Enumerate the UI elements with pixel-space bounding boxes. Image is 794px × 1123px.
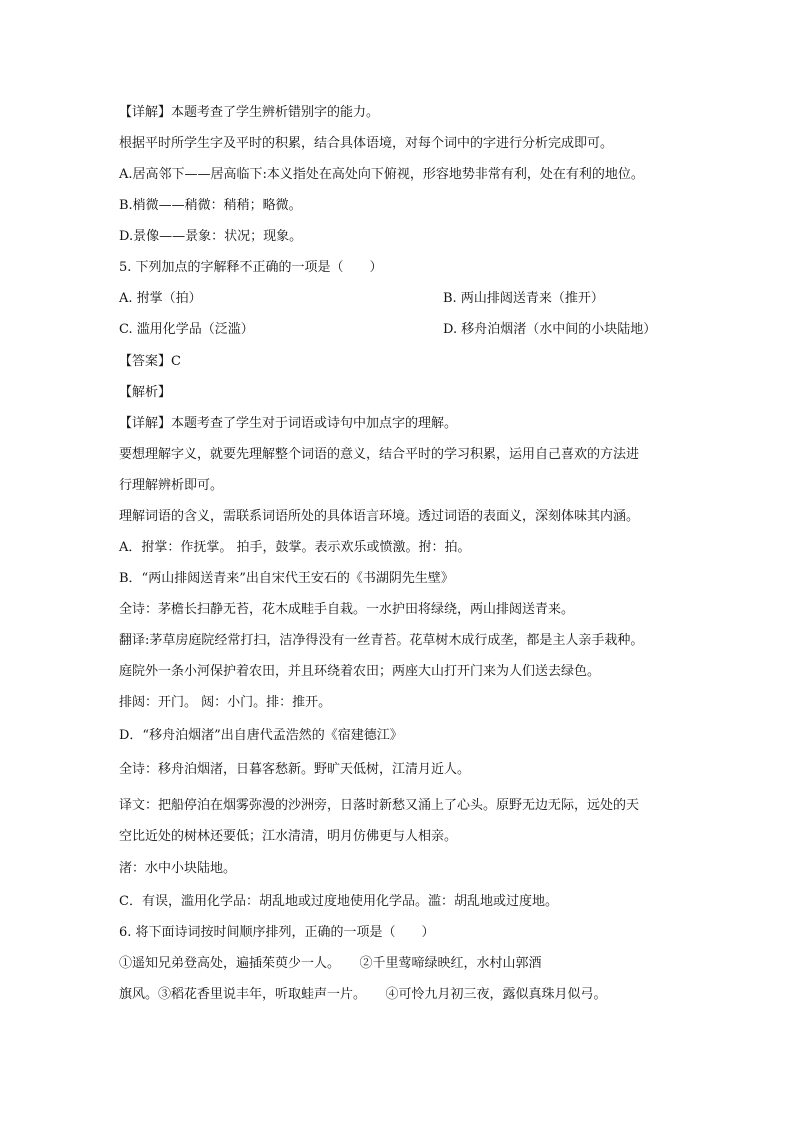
- option-d: D. 移舟泊烟渚（水中间的小块陆地）: [443, 322, 657, 337]
- text-line: 译文：把船停泊在烟雾弥漫的沙洲旁，日落时新愁又涌上了心头。原野无边无际，远处的天: [119, 798, 640, 813]
- detail-line-1: 【详解】本题考查了学生辨析错别字的能力。: [119, 105, 380, 120]
- text-line: 渚：水中小块陆地。: [119, 861, 237, 876]
- text-line: C．有误，滥用化学品：胡乱地或过度地使用化学品。滥：胡乱地或过度地。: [119, 894, 558, 909]
- text-line: B．“两山排闼送青来”出自宋代王安石的《书湖阴先生壁》: [119, 571, 454, 586]
- text-line: D．“移舟泊烟渚”出自唐代孟浩然的《宿建德江》: [119, 728, 403, 743]
- text-line: 旗风。③稻花香里说丰年，听取蛙声一片。 ④可怜九月初三夜，露似真珠月似弓。: [119, 987, 607, 1002]
- question-5: 5. 下列加点的字解释不正确的一项是（ ）: [119, 260, 383, 275]
- text-line: 庭院外一条小河保护着农田，并且环绕着农田；两座大山打开门来为人们送去绿色。: [119, 664, 601, 679]
- option-c: C. 滥用化学品（泛滥）: [119, 322, 254, 337]
- detail-line-2: 【详解】本题考查了学生对于词语或诗句中加点字的理解。: [119, 416, 458, 431]
- text-line: 行理解辨析即可。: [119, 478, 224, 493]
- text-line: 翻译:茅草房庭院经常打扫，洁净得没有一丝青苔。花草树木成行成垄，都是主人亲手栽种。: [119, 633, 644, 648]
- text-line: A.居高邻下——居高临下:本义指处在高处向下俯视，形容地势非常有利，处在有利的地位。: [119, 167, 644, 182]
- text-line: D.景像——景象：状况；现象。: [119, 229, 303, 244]
- text-line: 全诗：茅檐长扫静无苔，花木成畦手自栽。一水护田将绿绕，两山排闼送青来。: [119, 602, 575, 617]
- text-line: 根据平时所学生字及平时的积累，结合具体语境，对每个词中的字进行分析完成即可。: [119, 136, 614, 151]
- text-line: 排闼：开门。 闼：小门。排：推开。: [119, 695, 332, 710]
- question-6: 6. 将下面诗词按时间顺序排列，正确的一项是（ ）: [119, 925, 435, 940]
- text-line: 空比近处的树林还要低；江水清清，明月仿佛更与人相亲。: [119, 829, 458, 844]
- text-line: 要想理解字义，就要先理解整个词语的意义，结合平时的学习积累，运用自己喜欢的方法进: [119, 447, 640, 462]
- text-line: ①遥知兄弟登高处，遍插茱萸少一人。 ②千里莺啼绿映红，水村山郭酒: [119, 956, 542, 971]
- answer-label: 【答案】C: [119, 354, 181, 369]
- text-line: A．拊掌：作抚掌。 拍手，鼓掌。表示欢乐或愤激。拊：拍。: [119, 540, 471, 555]
- option-a: A. 拊掌（拍）: [119, 291, 202, 306]
- text-line: B.梢微——稍微：稍稍；略微。: [119, 198, 302, 213]
- text-line: 理解词语的含义，需联系词语所处的具体语言环境。透过词语的表面义，深刻体味其内涵。: [119, 509, 640, 524]
- text-line: 全诗：移舟泊烟渚，日暮客愁新。野旷天低树，江清月近人。: [119, 762, 471, 777]
- option-b: B. 两山排闼送青来（推开）: [443, 291, 604, 306]
- analysis-label: 【解析】: [119, 385, 172, 400]
